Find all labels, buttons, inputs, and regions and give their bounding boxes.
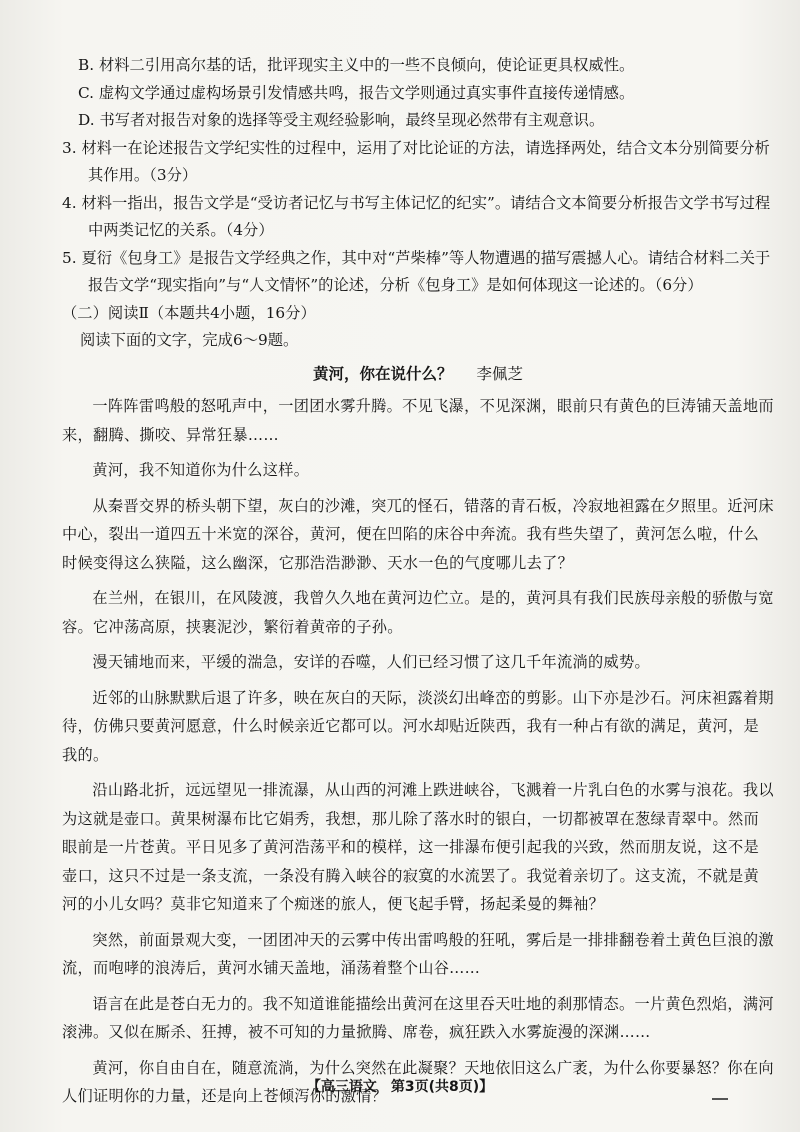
article-paragraph: 从秦晋交界的桥头朝下望，灰白的沙滩，突兀的怪石，错落的青石板，冷寂地袒露在夕照里。近河床中心，裂出一道四五十米宽的深谷，黄河，便在凹陷的床谷中奔流。我有些失望了，黄河怎么啦，什么时候变得这么狭隘，这么幽深，它那浩浩渺渺、天水一色的气度哪儿去了？ bbox=[62, 496, 774, 572]
article-paragraph: 语言在此是苍白无力的。我不知道谁能描绘出黄河在这里吞天吐地的刹那情态。一片黄色烈焰，满河滚沸。又似在厮杀、狂搏，被不可知的力量掀腾、席卷，疯狂跌入水雾旋漫的深渊…… bbox=[62, 994, 774, 1041]
corner-mark bbox=[712, 1098, 728, 1100]
article-paragraph: 沿山路北折，远远望见一排流瀑，从山西的河滩上跌进峡谷，飞溅着一片乳白色的水雾与浪花。我以为这就是壶口。黄果树瀑布比它娟秀，我想，那儿除了落水时的银白，一切都被罩在葱绿青翠中。然而眼前是一片苍黄。平日见多了黄河浩荡平和的模样，这一排瀑布便引起我的兴致，然而朋友说，这不是壶口，这只不过是一条支流，一条没有腾入峡谷的寂寞的水流罢了。我觉着亲切了。这支流，不就是黄河的小儿女吗？莫非它知道来了个痴迷的旅人，便飞起手臂，扬起柔曼的舞袖？ bbox=[62, 781, 774, 913]
article-author: 李佩芝 bbox=[476, 364, 524, 383]
article-paragraph: 黄河，你自由自在，随意流淌，为什么突然在此凝聚？天地依旧这么广袤，为什么你要暴怒？你在向人们证明你的力量，还是向上苍倾泻你的激情？ bbox=[62, 1058, 774, 1105]
article-title-line bbox=[62, 361, 774, 389]
article-body bbox=[62, 392, 774, 1111]
article-paragraph: 漫天铺地而来，平缓的湍急，安详的吞噬，人们已经习惯了这几千年流淌的威势。 bbox=[92, 653, 650, 671]
page-footer: 【高三语文 第3页(共8页)】 bbox=[306, 1079, 494, 1095]
reading-instruction: 阅读下面的文字，完成6～9题。 bbox=[80, 331, 299, 349]
question-4: 4. 材料一指出，报告文学是“受访者记忆与书写主体记忆的纪实”。请结合文本简要分析报告文学书写过程中两类记忆的关系。（4分） bbox=[62, 193, 771, 239]
section-heading: （二）阅读Ⅱ（本题共4小题，16分） bbox=[62, 303, 316, 322]
question-3: 3. 材料一在论述报告文学纪实性的过程中，运用了对比论证的方法，请选择两处，结合文本分别简要分析其作用。（3分） bbox=[62, 138, 770, 184]
article-paragraph: 一阵阵雷鸣般的怒吼声中，一团团水雾升腾。不见飞瀑，不见深渊，眼前只有黄色的巨涛铺天盖地而来，翻腾、撕咬、异常狂暴…… bbox=[62, 397, 774, 444]
page-content bbox=[62, 52, 774, 1118]
option-b: B. 材料二引用高尔基的话，批评现实主义中的一些不良倾向，使论证更具权威性。 bbox=[78, 56, 635, 74]
article-title: 黄河，你在说什么？ bbox=[312, 364, 453, 383]
question-5: 5. 夏衍《包身工》是报告文学经典之作，其中对“芦柴棒”等人物遭遇的描写震撼人心。请结合材料二关于报告文学“现实指向”与“人文情怀”的论述，分析《包身工》是如何体现这一论述的。（6分） bbox=[62, 248, 771, 294]
article-paragraph: 在兰州，在银川，在风陵渡，我曾久久地在黄河边伫立。是的，黄河具有我们民族母亲般的骄傲与宽容。它冲荡高原，挟裹泥沙，繁衍着黄帝的子孙。 bbox=[62, 589, 774, 636]
option-c: C. 虚构文学通过虚构场景引发情感共鸣，报告文学则通过真实事件直接传递情感。 bbox=[78, 83, 635, 102]
article-paragraph: 近邻的山脉默默后退了许多，映在灰白的天际，淡淡幻出峰峦的剪影。山下亦是沙石。河床袒露着期待，仿佛只要黄河愿意，什么时候亲近它都可以。河水却贴近陕西，我有一种占有欲的满足，黄河，是我的。 bbox=[62, 688, 774, 764]
option-d: D. 书写者对报告对象的选择等受主观经验影响，最终呈现必然带有主观意识。 bbox=[78, 111, 605, 129]
article-paragraph: 黄河，我不知道你为什么这样。 bbox=[92, 461, 310, 479]
article-paragraph: 突然，前面景观大变，一团团冲天的云雾中传出雷鸣般的狂吼，雾后是一排排翻卷着土黄色巨浪的激流，而咆哮的浪涛后，黄河水铺天盖地，涌荡着整个山谷…… bbox=[62, 930, 774, 977]
